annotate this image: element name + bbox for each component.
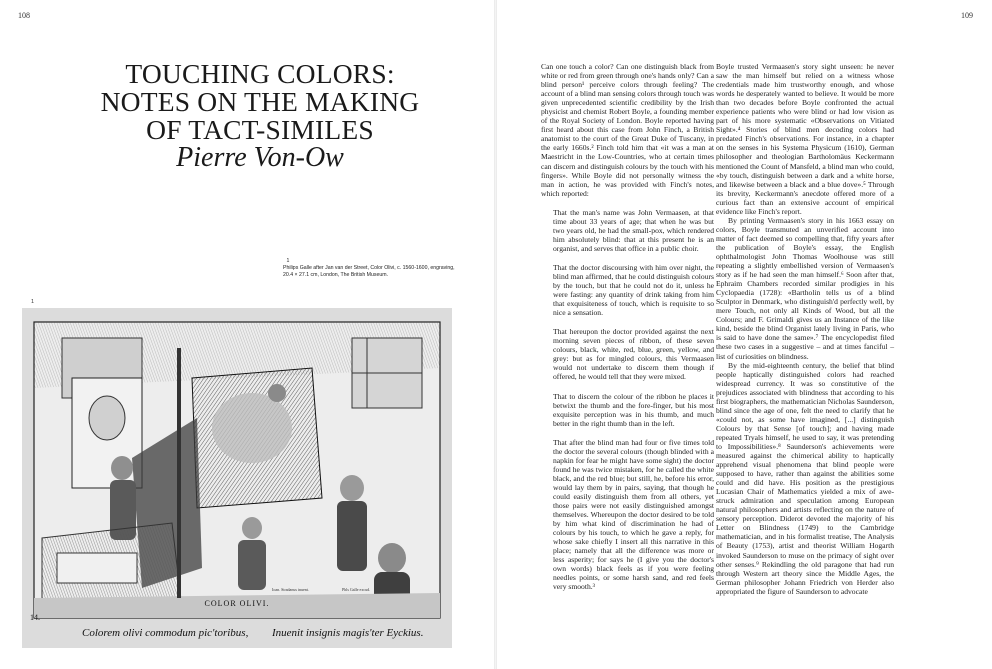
- plate-number: 14.: [30, 613, 40, 622]
- article-title: [40, 60, 480, 144]
- plate-signature-left: Ioan. Stradanus inuent.: [272, 587, 309, 592]
- quote-paragraph: That to discern the colour of the ribbon he places it betwixt the thumb and the fore-finger, but his most exquisite perception was in his thumb, and much better in the right thumb than in the left.: [553, 391, 714, 428]
- figure-marker: 1: [31, 299, 35, 305]
- plate-inscription-left: Colorem olivi commodum pic'toribus,: [82, 627, 249, 639]
- plate-title: COLOR OLIVI.: [204, 599, 270, 608]
- quote-paragraph: That hereupon the doctor provided against the next morning seven pieces of ribbon, of these seven colours, black, white, red, blue, green, yellow, and grey: but as for mingled colours, this Vermaasen would not undertake to discern them though if offered, he would tell that they were mixed.: [553, 327, 714, 382]
- article-author: Pierre Von-Ow: [176, 142, 344, 173]
- engraving-plate: [22, 308, 452, 648]
- figure-caption: [283, 258, 463, 279]
- engraving-image: [22, 308, 452, 648]
- title-line: OF TACT-SIMILES: [146, 114, 374, 145]
- title-line: NOTES ON THE MAKING: [100, 86, 420, 117]
- right-page-number: 109: [961, 11, 973, 20]
- figure-number: 1: [286, 258, 290, 264]
- left-page-number: 108: [18, 11, 30, 20]
- left-page: [0, 0, 495, 669]
- right-page: [497, 0, 992, 669]
- text-column-2: [716, 62, 894, 596]
- quote-paragraph: That the man's name was John Vermaasen, at that time about 33 years of age; that when he was but two years old, he had the small-pox, which rendered him absolutely blind: that at this present he is an organist, and serves that office in a public choir.: [553, 207, 714, 253]
- text-column-1: [541, 62, 714, 601]
- plate-inscription-right: Inuenit insignis magis'ter Eyckius.: [272, 627, 424, 639]
- plate-signature-right: Phls Galle excud.: [342, 587, 371, 592]
- figure-caption-text: Philips Galle after Jan van der Street, Color Olivi, c. 1560-1600, engraving, 20.4 × 27.1 cm, London, The British Museum.: [283, 265, 455, 278]
- body-paragraph: By printing Vermaasen's story in his 1663 essay on colors, Boyle transmuted an unverified account into matter of fact deemed so compelling that, fifty years after the publication of Boyle's essay, the English ophthalmologist John Thomas Woolhouse was still repeating a slightly embellished version of Vermaasen's story as if he had seen the man himself.⁶ Soon after that, Ephraim Chambers recorded similar prodigies in his Cyclopaedia (1728): «Bartholin tells us of a blind Sculptor in Denmark, who distinguish'd perfectly well, by mere Touch, not only all Kinds of Wood, but all the Colours; and F. Grimaldi gives us an Instance of the like kind, beside the blind Organist lately living in Paris, who is said to have done the same».⁷ The encyclopedist filed these two cases in a suggestive – and at times fanciful – list of curiosities on blindness.: [716, 215, 894, 361]
- title-line: TOUCHING COLORS:: [125, 58, 395, 89]
- quote-paragraph: That the doctor discoursing with him over night, the blind man affirmed, that he could distinguish colours by the touch, but that he could not do it, unless he were fasting: any quantity of drink taking from him that exquisiteness of touch, which is requisite to so nice a sensation.: [553, 262, 714, 318]
- body-paragraph: Boyle trusted Vermaasen's story sight unseen: he never saw the man himself but relied on a witness whose credentials made him trustworthy enough, and whose words he desperately wanted to believe. It would be more than two decades before Boyle confronted the actual experience patients who were blind or had low vision as part of his more systematic «Observations on Vitiated Sight».⁴ Stories of blind men decoding colors had predated Finch's observations. For instance, in a chapter on the senses in his Systema Physicum (1610), German philosopher and theologian Bartholomäus Keckermann mentioned the Count of Mansfeld, a blind man who could, «by touch, distinguish between a dark and a white horse, and likewise between a black and a blue dove».⁵ Through its brevity, Keckermann's anecdote offered more of a curious fact than an extensive account of empirical evidence like Finch's report.: [716, 62, 894, 216]
- block-quote: [553, 208, 714, 592]
- body-paragraph: By the mid-eighteenth century, the belief that blind people haptically distinguished colors had reached widespread currency. It was so constitutive of the prejudices associated with blindness that according to his first biographers, the mathematician Nicholas Saunderson, blind since the age of one, felt the need to clarify that he «could not, as some have imagined, [...] distinguish Colours by that Sense [of touch]; and having made repeated Tryals himself, he used to say, it was pretending to Impossibilities».⁸ Saunderson's achievements were measured against the chimerical ability to haptically apprehend visual phenomena that blind people were supposed to have, rather than against the abilities some could and did have. His position as the prestigious Lucasian Chair of Mathematics yielded a mix of awe-struck admiration and speculation among European natural philosophers and artists reflecting on the nature of sensory perception. Diderot devoted the majority of his Letter on Blindness (1749) to the Cambridge mathematician, and in his formalist treatise, The Analysis of Beauty (1753), artist and theorist William Hogarth invoked Saunderson to muse on the primacy of sight over other senses.⁹ Rekindling the old paragone that had run through Western art theory since the Middle Ages, the German philosopher Johann Friedrich von Herder also appropriated the figure of Saunderson to advocate: [716, 360, 894, 596]
- intro-paragraph: Can one touch a color? Can one distinguish black from white or red from green through one's hands only? Can a blind person¹ perceive colors through feeling? The account of a blind man sensing colors through touch was given unprecedented scientific credibility by the Irish physicist and chemist Robert Boyle, a founding member of the Royal Society of London. Boyle reported having first heard about this case from John Finch, a British anatomist to the court of the Great Duke of Tuscany, in the early 1660s.² Finch told him that «it was a man at Maestricht in the Low-Countries, who at certain times can discern and distinguish colours by the touch with his fingers». While Boyle did not personally witness the man in action, he was provided with Finch's notes, which reported:: [541, 62, 714, 198]
- quote-paragraph: That after the blind man had four or five times told the doctor the several colours (though blinded with a napkin for fear he might have some sight) the doctor found he was twice mistaken, for he called the white black, and the red blue; but still, he, before his error, would lay them by in pairs, saying, that though he could easily distinguish them from all others, yet those pairs were not easily distinguished amongst themselves. Whereupon the doctor desired to be told by him what kind of discrimination he had of colours by his touch, to which he gave a reply, for whose sake chiefly I insert all this narrative in this place; namely that all the difference was more or less asperity; for says he (I give you the doctor's own words) black feels as if you were feeling needles points, or some harsh sand, and red feels very smooth.³: [553, 437, 714, 592]
